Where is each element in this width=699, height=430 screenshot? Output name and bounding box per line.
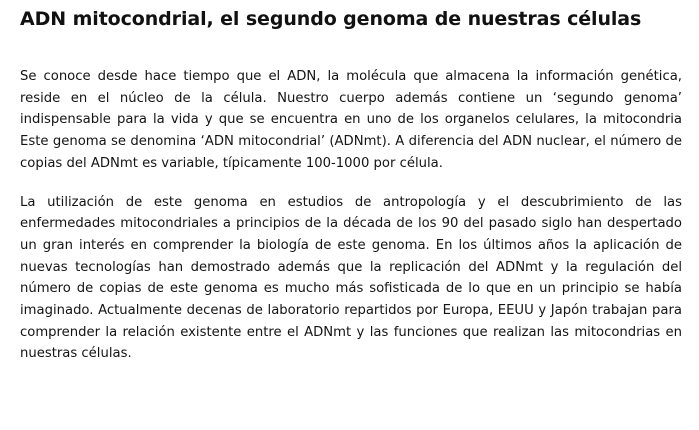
paragraph-intro: Se conoce desde hace tiempo que el ADN, la molécula que almacena la información genética, reside en el núcleo de la célula. Nuestro cuerpo además contiene un ‘segundo genoma’ indispensable para la vida y que se encuentra en uno de los organelos celulares, la mitocondria Este genoma se denomina ‘ADN mitocondrial’ (ADNmt). A diferencia del ADN nuclear, el número de copias del ADNmt es variable, típicamente 100-1000 por célula. <box>20 69 682 171</box>
article <box>20 0 682 365</box>
article-title: ADN mitocondrial, el segundo genoma de nuestras células <box>20 8 642 30</box>
paragraph-research: La utilización de este genoma en estudios de antropología y el descubrimiento de las enfermedades mitocondriales a principios de la década de los 90 del pasado siglo han despertado un gran interés en comprender la biología de este genoma. En los últimos años la aplicación de nuevas tecnologías han demostrado además que la replicación del ADNmt y la regulación del número de copias de este genoma es mucho más sofisticada de lo que en un principio se había imaginado. Actualmente decenas de laboratorio repartidos por Europa, EEUU y Japón trabajan para comprender la relación existente entre el ADNmt y las funciones que realizan las mitocondrias en nuestras células. <box>20 194 682 362</box>
